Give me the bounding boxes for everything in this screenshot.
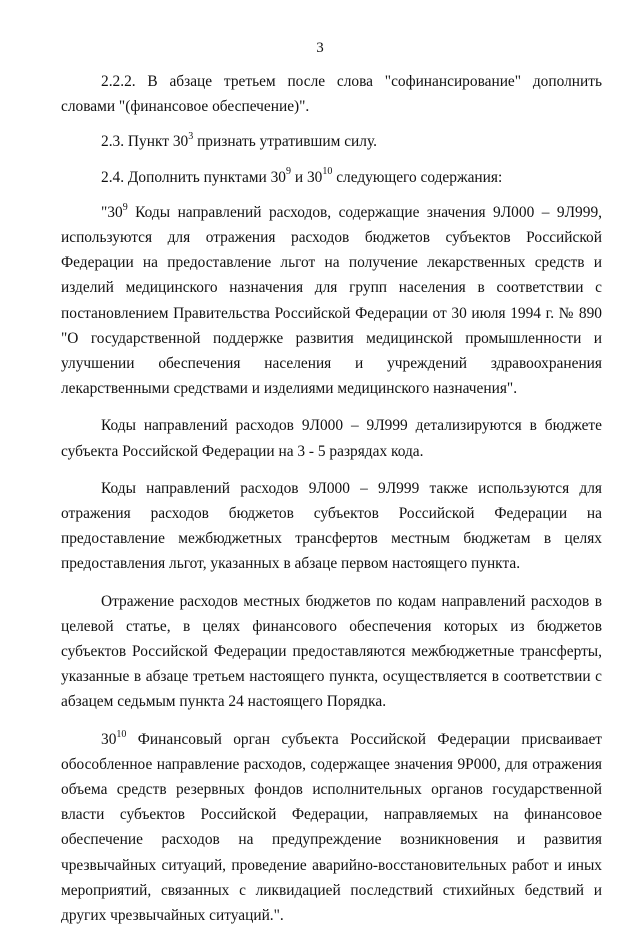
page-number: 3 <box>316 40 324 56</box>
superscript: 3 <box>188 131 194 143</box>
paragraph-2-4: 2.4. Дополнить пунктами $30^9$ и $30^{10}$ следующего содержания: <box>101 166 503 186</box>
superscript: 10 <box>322 166 333 178</box>
paragraph-30-9: "$30^9$ Коды направлений расходов, содержащие значения 9Л000 – 9Л999, используются для отражения расходов бюджетов субъектов Российской Федерации на предоставление льгот на получение лекарственных средств и изделий медицинского назначения для групп населения в соответствии с постановлением Правительства Российской Федерации от 30 июля 1994 г. № 890 "О государственной поддержке развития медицинской промышленности и улучшении обеспечения населения и учреждений здравоохранения лекарственными средствами и изделиями медицинского назначения". <box>61 201 602 398</box>
paragraph-2-3: 2.3. Пункт $30^3$ признать утратившим силу. <box>101 131 377 151</box>
superscript: 10 <box>116 728 127 740</box>
paragraph-codes-detail: Коды направлений расходов 9Л000 – 9Л999 детализируются в бюджете субъекта Российской Федерации на 3 - 5 разрядах кода. <box>61 417 602 460</box>
paragraph-codes-transfers: Коды направлений расходов 9Л000 – 9Л999 также используются для отражения расходов бюджетов субъектов Российской Федерации на предоставление межбюджетных трансфертов местным бюджетам в целях предоставления льгот, указанных в абзаце первом настоящего пункта. <box>61 479 602 573</box>
document-body <box>61 69 602 928</box>
superscript: 9 <box>286 166 292 178</box>
paragraph-2-2-2: 2.2.2. В абзаце третьем после слова "софинансирование" дополнить словами "(финансовое обеспечение)". <box>61 73 602 116</box>
paragraph-local-budgets: Отражение расходов местных бюджетов по кодам направлений расходов в целевой статье, в целях финансового обеспечения которых из бюджетов субъектов Российской Федерации предоставляются межбюджетные трансферты, указанные в абзаце третьем настоящего пункта, осуществляется в соответствии с абзацем седьмым пункта 24 настоящего Порядка. <box>61 592 602 711</box>
paragraph-30-10: $30^{10}$ Финансовый орган субъекта Российской Федерации присваивает обособленное направление расходов, содержащее значения 9Р000, для отражения объема средств резервных фондов исполнительных органов государственной власти субъектов Российской Федерации, направляемых на финансовое обеспечение расходов на предупреждение возникновения и развития чрезвычайных ситуаций, проведение аварийно-восстановительных работ и иных мероприятий, связанных с ликвидацией последствий стихийных бедствий и других чрезвычайных ситуаций.". <box>61 728 602 925</box>
superscript: 9 <box>122 201 128 213</box>
